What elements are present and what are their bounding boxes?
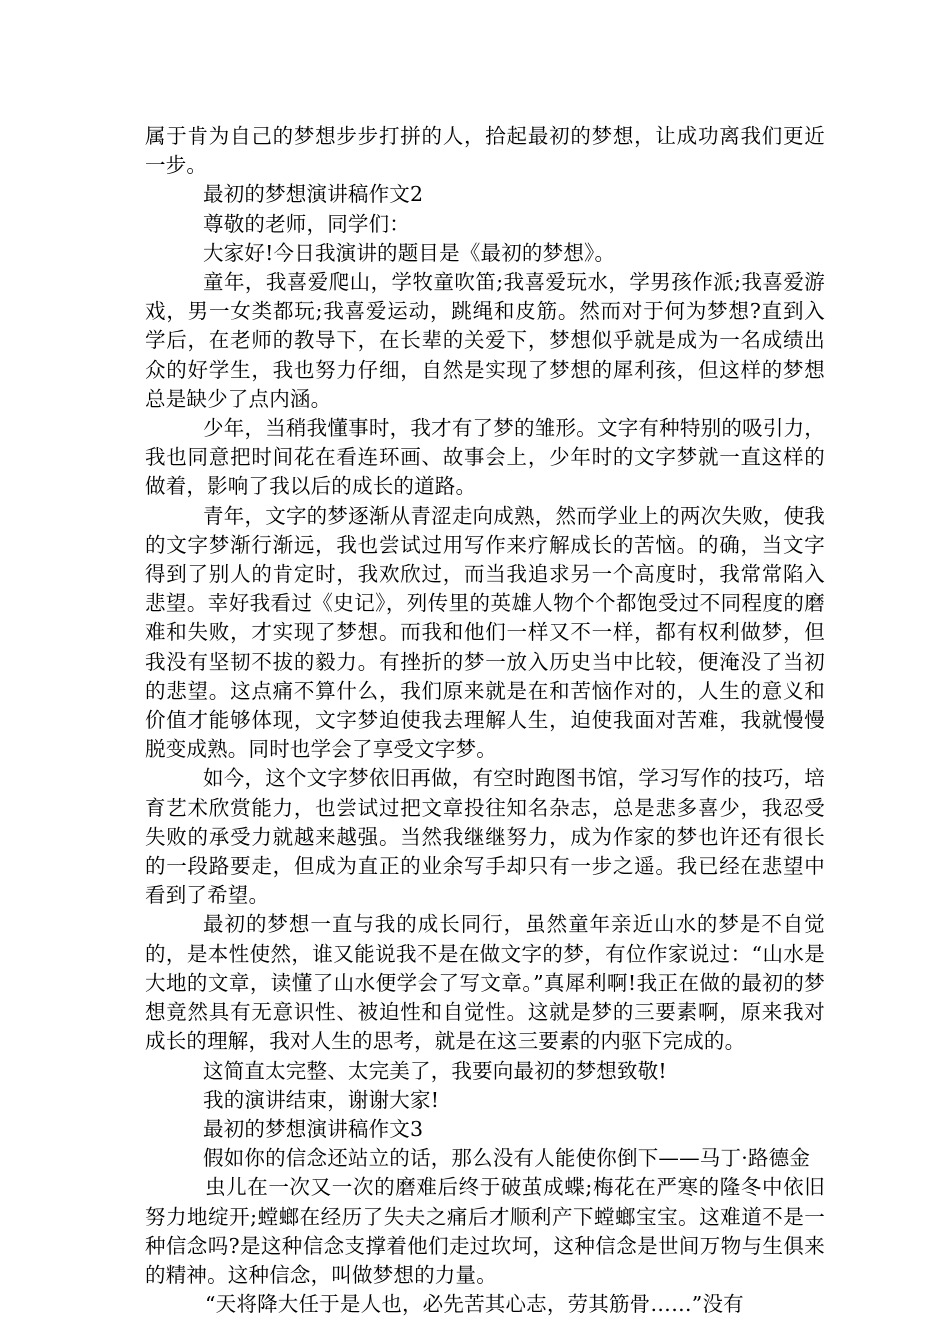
salutation: 尊敬的老师，同学们： [203,211,410,236]
paragraph-childhood: 童年，我喜爱爬山，学牧童吹笛;我喜爱玩水，学男孩作派;我喜爱游戏，男一女类都玩;我喜爱运动，跳绳和皮筋。然而对于何为梦想?直到入学后，在老师的教导下，在长辈的关爱下，梦想似乎就是成为一名成绩出众的好学生，我也努力仔细，自然是实现了梦想的犀利孩，但这样的梦想总是缺少了点内涵。 [145,270,825,411]
paragraph-continuation: 属于肯为自己的梦想步步打拼的人，拾起最初的梦想，让成功离我们更近一步。 [145,124,825,178]
section-heading-3: 最初的梦想演讲稿作文3 [203,1116,424,1141]
paragraph-now: 如今，这个文字梦依旧再做，有空时跑图书馆，学习写作的技巧，培育艺术欣赏能力，也尝试过把文章投往知名杂志，总是悲多喜少，我忍受失败的承受力就越来越强。当然我继继努力，成为作家的梦也许还有很长的一段路要走，但成为直正的业余写手却只有一步之遥。我已经在悲望中看到了希望。 [145,766,825,908]
paragraph-youth: 少年，当稍我懂事时，我才有了梦的雏形。文字有种特别的吸引力，我也同意把时间花在看连环画、故事会上，少年时的文字梦就一直这样的做着，影响了我以后的成长的道路。 [145,416,825,499]
paragraph-closing: 我的演讲结束，谢谢大家! [203,1087,440,1112]
paragraph-young-adult: 青年，文字的梦逐渐从青涩走向成熟，然而学业上的两次失败，使我的文字梦渐行渐远，我也尝试过用写作来疗解成长的苦恼。的确，当文字得到了别人的肯定时，我欢欣过，而当我追求另一个高度时，我常常陷入悲望。幸好我看过《史记》，列传里的英雄人物个个都饱受过不同程度的磨难和失败，才实现了梦想。而我和他们一样又不一样，都有权利做梦，但我没有坚韧不拔的毅力。有挫折的梦一放入历史当中比较，便淹没了当初的悲望。这点痛不算什么，我们原来就是在和苦恼作对的，人生的意义和价值才能够体现，文字梦迫使我去理解人生，迫使我面对苦难，我就慢慢脱变成熟。同时也学会了享受文字梦。 [145,503,825,762]
document-body [145,122,825,1319]
paragraph-mencius-quote: “天将降大任于是人也，必先苦其心志，劳其筋骨……”没有 [205,1292,744,1317]
paragraph-salute: 这简直太完整、太完美了，我要向最初的梦想致敬! [203,1058,667,1083]
quote-paragraph: 假如你的信念还站立的话，那么没有人能使你倒下——马丁·路德金 [203,1146,811,1171]
section-heading-2: 最初的梦想演讲稿作文2 [203,182,424,207]
greeting-paragraph: 大家好!今日我演讲的题目是《最初的梦想》。 [203,240,616,265]
paragraph-belief: 虫儿在一次又一次的磨难后终于破茧成蝶;梅花在严寒的隆冬中依旧努力地绽开;螳螂在经历了失夫之痛后才顺利产下螳螂宝宝。这难道不是一种信念吗?是这种信念支撑着他们走过坎坷，这种信念是世间万物与生俱来的精神。这种信念，叫做梦想的力量。 [145,1175,825,1287]
paragraph-growth: 最初的梦想一直与我的成长同行，虽然童年亲近山水的梦是不自觉的，是本性使然，谁又能说我不是在做文字的梦，有位作家说过：“山水是大地的文章，读懂了山水便学会了写文章。”真犀利啊!我正在做的最初的梦想竟然具有无意识性、被迫性和自觉性。这就是梦的三要素啊，原来我对成长的理解，我对人生的思考，就是在这三要素的内驱下完成的。 [145,912,825,1054]
